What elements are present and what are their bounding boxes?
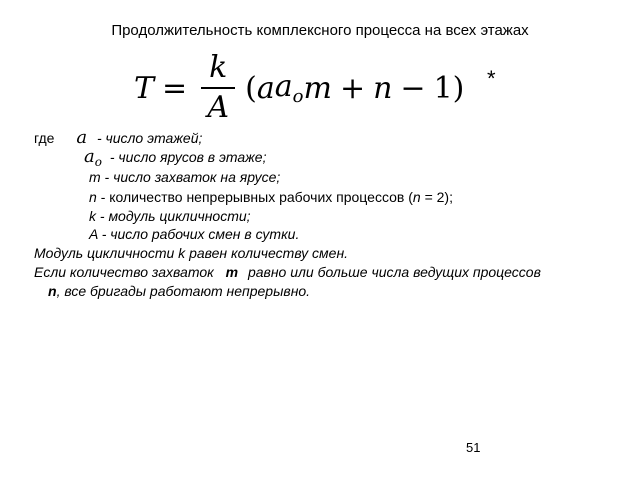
formula-denominator: A xyxy=(207,90,229,125)
formula-numerator: k xyxy=(209,50,228,85)
condition-line-2-n: n xyxy=(48,283,57,299)
formula xyxy=(134,43,464,133)
symbol-a0-sub: o xyxy=(94,155,102,169)
definition-a-text: - число этажей; xyxy=(96,130,203,146)
definition-n-before: - количество непрерывных рабочих процессов ( xyxy=(100,189,413,205)
formula-term-a: a xyxy=(256,70,275,106)
formula-term-m: m xyxy=(303,70,332,106)
definition-a0 xyxy=(84,146,266,169)
formula-term-a0-sub: o xyxy=(292,86,304,107)
formula-minus: − xyxy=(400,70,426,106)
formula-plus: + xyxy=(339,70,366,106)
page-number: 51 xyxy=(466,440,481,455)
formula-equals: = xyxy=(162,70,188,106)
formula-star: * xyxy=(487,66,496,91)
definition-n-after: = 2); xyxy=(420,189,453,205)
symbol-a: a xyxy=(76,127,88,148)
formula-one: 1 xyxy=(433,70,453,106)
condition-line-1-after: равно или больше числа ведущих процессов xyxy=(247,264,541,280)
page-title: Продолжительность комплексного процесса на всех этажах xyxy=(111,22,529,39)
formula-term-a0-base: a xyxy=(274,69,293,104)
definition-a xyxy=(34,127,202,148)
formula-lhs: T xyxy=(134,70,155,106)
condition-line-1-m: m xyxy=(225,264,239,280)
formula-term-a0 xyxy=(275,69,304,107)
formula-open-paren: ( xyxy=(245,70,257,106)
condition-line-1 xyxy=(34,264,541,280)
definition-n-inner: n xyxy=(412,189,421,205)
definition-a0-text: - число ярусов в этаже; xyxy=(109,149,267,165)
definition-n xyxy=(89,189,453,205)
formula-fraction xyxy=(201,49,235,127)
condition-line-1-before: Если количество захваток xyxy=(34,264,214,280)
formula-close-paren: ) xyxy=(452,70,465,106)
definition-m: m - число захваток на ярусе; xyxy=(89,169,281,185)
condition-line-2 xyxy=(48,283,310,299)
symbol-a0-base: a xyxy=(84,146,95,167)
condition-line-2-after: , все бригады работают непрерывно. xyxy=(56,283,311,299)
symbol-n: n xyxy=(89,189,97,205)
where-label: где xyxy=(34,130,55,146)
definition-A: A - число рабочих смен в сутки. xyxy=(89,226,300,242)
definition-k: k - модуль цикличности; xyxy=(89,208,251,224)
formula-term-n: n xyxy=(373,70,393,106)
modul-line: Модуль цикличности k равен количеству смен. xyxy=(34,245,349,261)
symbol-a0 xyxy=(84,146,102,167)
